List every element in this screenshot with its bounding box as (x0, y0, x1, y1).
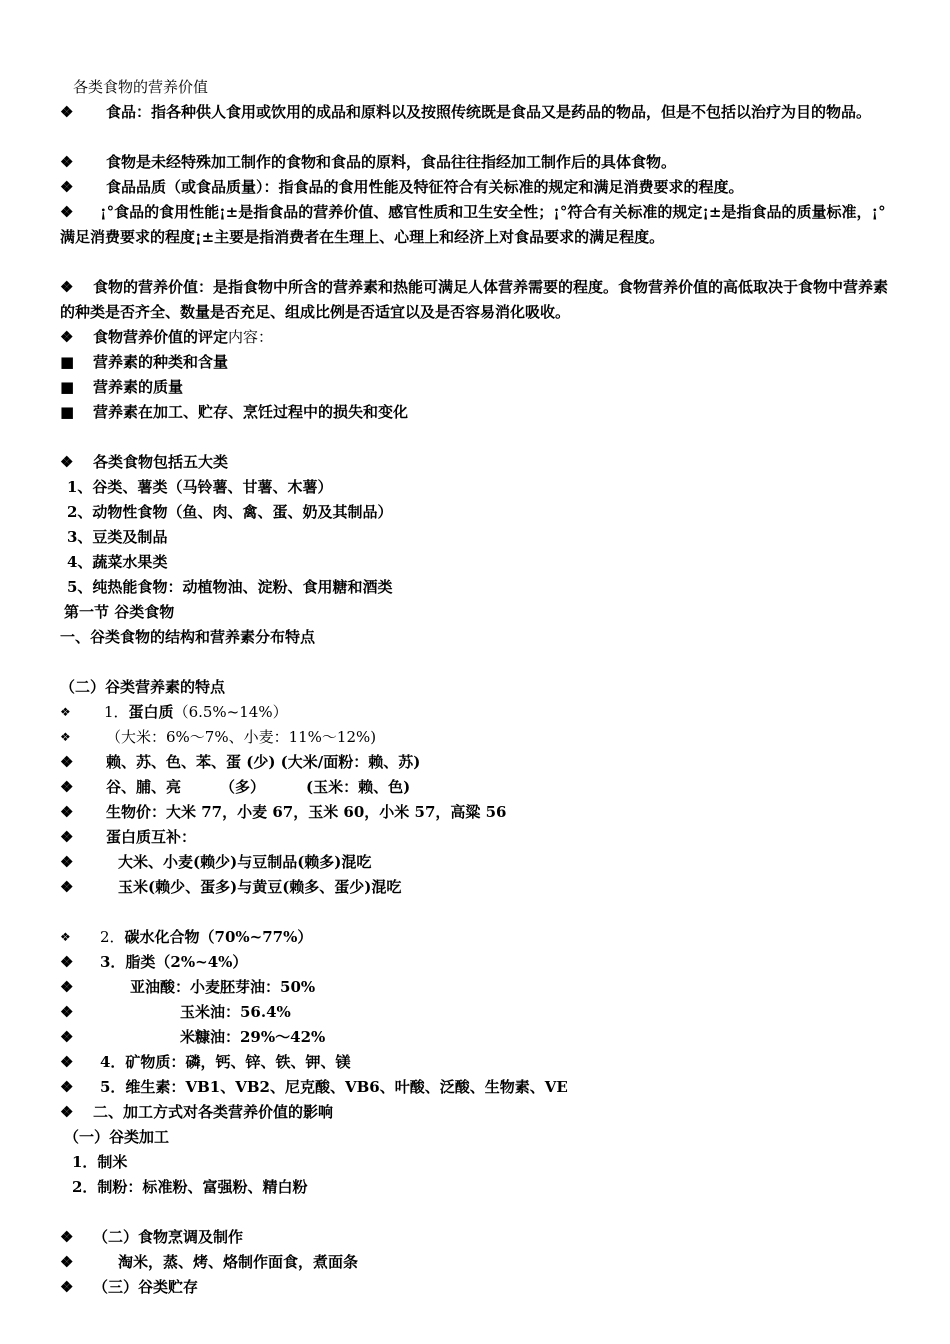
cooking-heading: （二）食物烹调及制作 (93, 1228, 244, 1246)
five-categories-heading: 各类食物包括五大类 (93, 453, 229, 471)
bullet-diamond: ❖ (60, 753, 74, 771)
document-page: 各类食物的营养价值 ❖ 食品：指各种供人食用或饮用的成品和原料以及按照传统既是食品又是药品的物品，但是不包括以治疗为目的物品。 ❖ 食物是未经特殊加工制作的食物和食品的原料，食品往往指经加工制作后的具体食物。 ❖ 食品品质（或食品质量）：指食品的食用性能及特征符合有关标准的规定和满足消费要求的程度。 ❖ ¡°食品的食用性能¡±是指食品的营养价值、感官性质和卫生安全性；¡°符合有关标准的规定¡±是指食品的质量标准，¡°满足消费要求的程度¡±主要是指消费者在生理上、心理上和经济上对食品要求的满足程度。 ❖ 食物的营养价值：是指食物中所含的营养素和热能可满足人体营养需要的程度。食物营养价值的高低取决于食物中营养素的种类是否齐全、数量是否充足、组成比例是否适宜以及是否容易消化吸收。 ❖ 食物营养价值的评定内容： ■ 营养素的种类和含量 ■ 营养素的质量 ■ 营养素在加工、贮存、烹饪过程中的损失和变化 ❖ 各类食物包括五大类 1、谷类、薯类（马铃薯、甘薯、木薯） 2、动物性食物（鱼、肉、禽、蛋、奶及其制品） 3、豆类及制品 4、蔬菜水果类 5、纯热能食物：动植物油、淀粉、食用糖和酒类 第一节 谷类食物 一、谷类食物的结构和营养素分布特点 （二）谷类营养素的特点 ❖ 1．蛋白质（6.5%~14%） ❖ （大米：6%～7%、小麦：11%～12%) ❖ 赖、苏、色、苯、蛋 (少) (大米/面粉：赖、苏) ❖ 谷、脯、亮 （多） (玉米：赖、色) ❖ 生物价：大米 77，小麦 67，玉米 60，小米 57，高粱 56 ❖ 蛋白质互补： ❖ 大米、小麦(赖少)与豆制品(赖多)混吃 ❖ 玉米(赖少、蛋多)与黄豆(赖多、蛋少)混吃 ❖ 2．碳水化合物（70%~77%） ❖ 3．脂类（2%~4%） ❖ 亚油酸：小麦胚芽油：50% ❖ 玉米油：56.4% ❖ 米糠油：29%～42% ❖ 4．矿物质：磷，钙、锌、铁、钾、镁 ❖ 5．维生素：VB1、VB2、尼克酸、VB6、叶酸、泛酸、生物素、VE ❖ 二、加工方式对各类营养价值的影响 （一）谷类加工 1．制米 2．制粉：标准粉、富强粉、精白粉 ❖ （二）食物烹调及制作 ❖ 淘米，蒸、烤、烙制作面食，煮面条 ❖ （三）谷类贮存 (0, 0, 950, 1344)
category-item: 3、豆类及制品 (67, 528, 168, 546)
square-bullet: ■ (60, 403, 75, 421)
bullet-diamond: ❖ (60, 1078, 74, 1096)
definition-food: 食品：指各种供人食用或饮用的成品和原料以及按照传统既是食品又是药品的物品，但是不包括以治疗为目的物品。 (106, 103, 872, 121)
carbohydrate: 碳水化合物（70%~77%） (124, 928, 313, 946)
square-bullet: ■ (60, 353, 75, 371)
bullet-diamond: ❖ (60, 828, 74, 846)
processing-item: 2．制粉：标准粉、富强粉、精白粉 (72, 1178, 308, 1196)
category-item: 5、纯热能食物：动植物油、淀粉、食用糖和酒类 (67, 578, 393, 596)
cooking-detail: 淘米，蒸、烤、烙制作面食，煮面条 (118, 1253, 359, 1271)
processing-subheading: （一）谷类加工 (64, 1128, 170, 1146)
definition-quality: 食品品质（或食品质量）：指食品的食用性能及特征符合有关标准的规定和满足消费要求的程度。 (106, 178, 744, 196)
bullet-diamond-small: ❖ (60, 930, 71, 944)
bullet-diamond: ❖ (60, 1028, 74, 1046)
protein-detail: （大米：6%～7%、小麦：11%～12%) (106, 728, 377, 746)
amino-acid-low: 赖、苏、色、苯、蛋 (少) (大米/面粉：赖、苏) (106, 753, 421, 771)
processing-heading: 二、加工方式对各类营养价值的影响 (93, 1103, 334, 1121)
bullet-diamond: ❖ (60, 1053, 74, 1071)
evaluation-heading: 食物营养价值的评定 (93, 328, 229, 346)
bullet-diamond: ❖ (60, 1253, 74, 1271)
definition-nutritional-value: 食物的营养价值：是指食物中所含的营养素和热能可满足人体营养需要的程度。食物营养价值的高低取决于食物中营养素的种类是否齐全、数量是否充足、组成比例是否适宜以及是否容易消化吸收。 (60, 278, 889, 321)
storage-heading: （三）谷类贮存 (93, 1278, 199, 1296)
bullet-diamond: ❖ (60, 1278, 74, 1296)
processing-item: 1．制米 (72, 1153, 128, 1171)
evaluation-heading-suffix: 内容： (228, 328, 274, 346)
category-item: 4、蔬菜水果类 (67, 553, 168, 571)
bullet-diamond: ❖ (60, 953, 74, 971)
category-item: 2、动物性食物（鱼、肉、禽、蛋、奶及其制品） (67, 503, 393, 521)
vitamins: 5．维生素：VB1、VB2、尼克酸、VB6、叶酸、泛酸、生物素、VE (100, 1078, 568, 1096)
minerals: 4．矿物质：磷，钙、锌、铁、钾、镁 (100, 1053, 351, 1071)
definition-quality-detail: ¡°食品的食用性能¡±是指食品的营养价值、感官性质和卫生安全性；¡°符合有关标准的规定¡±是指食品的质量标准，¡°满足消费要求的程度¡±主要是指消费者在生理上、心理上和经济上对食品要求的满足程度。 (60, 203, 886, 246)
protein-complement: 蛋白质互补： (106, 828, 197, 846)
bullet-diamond: ❖ (60, 778, 74, 796)
bullet-diamond: ❖ (60, 1228, 74, 1246)
fat: 3．脂类（2%~4%） (100, 953, 248, 971)
bullet-diamond-small: ❖ (60, 705, 71, 719)
bullet-diamond: ❖ (60, 803, 74, 821)
document-title: 各类食物的营养价值 (73, 78, 209, 96)
protein-label: 蛋白质 (128, 703, 174, 721)
definition-foodstuff: 食物是未经特殊加工制作的食物和食品的原料，食品往往指经加工制作后的具体食物。 (106, 153, 677, 171)
bullet-diamond: ❖ (60, 878, 74, 896)
bullet-diamond-small: ❖ (60, 730, 71, 744)
bullet-diamond: ❖ (60, 978, 74, 996)
section-heading: 第一节 谷类食物 (64, 603, 175, 621)
bullet-diamond: ❖ (60, 153, 74, 171)
square-bullet: ■ (60, 378, 75, 396)
bullet-diamond: ❖ (60, 178, 74, 196)
subsection-heading: 一、谷类食物的结构和营养素分布特点 (60, 628, 316, 646)
bullet-diamond: ❖ (60, 853, 74, 871)
subsection-heading: （二）谷类营养素的特点 (60, 678, 226, 696)
bullet-diamond: ❖ (60, 328, 74, 346)
biological-value: 生物价：大米 77，小麦 67，玉米 60，小米 57，高粱 56 (106, 803, 507, 821)
bullet-diamond: ❖ (60, 1003, 74, 1021)
bullet-diamond: ❖ (60, 453, 74, 471)
bullet-diamond: ❖ (60, 1103, 74, 1121)
category-item: 1、谷类、薯类（马铃薯、甘薯、木薯） (67, 478, 333, 496)
